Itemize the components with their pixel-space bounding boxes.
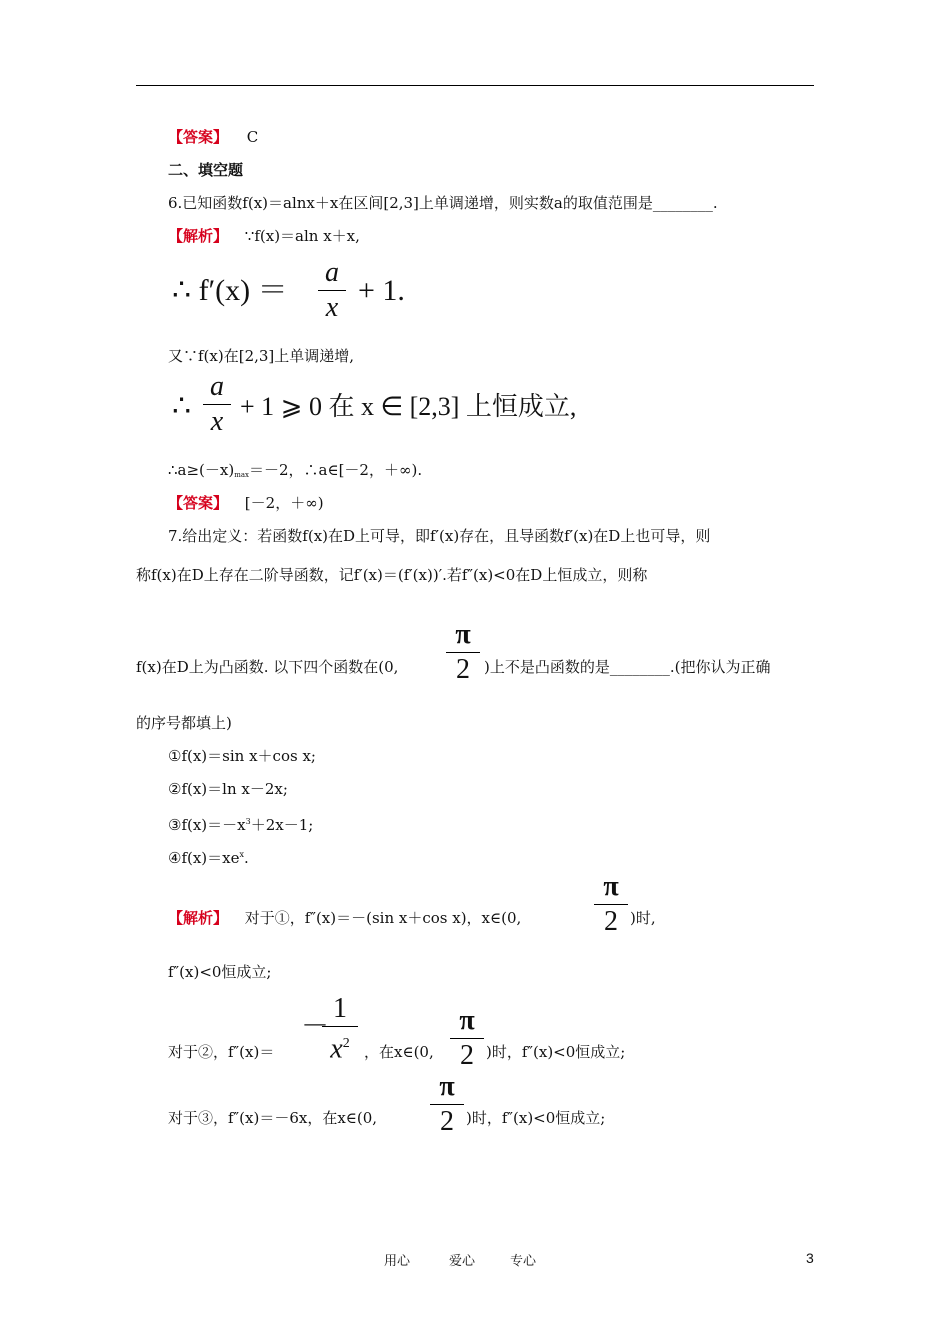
answer-label: 【答案】 <box>168 494 229 512</box>
question-7-line-3a: f(x)在D上为凸函数. 以下四个函数在(0, <box>136 658 399 676</box>
footer-text-3: 专心 <box>510 1254 537 1269</box>
fraction-denominator <box>322 1029 358 1064</box>
question-7-line-2: 称f(x)在D上存在二阶导函数，记f′(x)＝(f′(x))′.若f″(x)<0在D上恒成立，则称 <box>136 566 648 584</box>
exp-superscript: x <box>239 850 245 859</box>
fraction-numerator: 1 <box>333 993 347 1024</box>
q6-monotone-line: 又∵f(x)在[2,3]上单调递增, <box>168 347 355 365</box>
answer-value: C <box>246 128 259 146</box>
derivative-lhs: ∴ f′(x) ＝ <box>172 274 288 307</box>
q7-analysis-line-2: f″(x)<0恒成立; <box>168 963 272 981</box>
answer-line <box>168 127 258 147</box>
max-subscript: max <box>234 471 249 479</box>
section-heading: 二、填空题 <box>168 161 244 179</box>
pi-symbol: π <box>439 1071 455 1102</box>
footer-text-2: 爱心 <box>449 1254 476 1269</box>
fraction-bar <box>446 652 480 653</box>
one-over-x-squared <box>322 994 358 1064</box>
q7-analysis-line-1 <box>168 908 521 928</box>
conclusion-part-a: ∴a≥(－x) <box>168 461 235 479</box>
cube-superscript: 3 <box>245 817 251 826</box>
analysis-part-a: 对于①，f″(x)＝－(sin x＋cos x)，x∈(0, <box>244 909 522 927</box>
derivative-fraction <box>318 258 346 323</box>
fraction-bar <box>203 404 231 405</box>
option-3-text: ③f(x)＝－x <box>168 816 246 834</box>
fraction-denominator: x <box>325 292 339 323</box>
analysis-text: ∵f(x)＝aln x＋x, <box>244 227 360 245</box>
q7-analysis-line-4b: )时，f″(x)<0恒成立; <box>466 1109 606 1127</box>
pi-over-2-fraction <box>446 620 480 685</box>
analysis-label: 【解析】 <box>168 909 229 927</box>
answer-label: 【答案】 <box>168 128 229 146</box>
minus-sign: － <box>301 1011 330 1042</box>
option-2: ②f(x)＝ln x－2x; <box>168 780 288 798</box>
fraction-numerator: a <box>325 257 339 288</box>
question-6-text: 6.已知函数f(x)＝alnx＋x在区间[2,3]上单调递增，则实数a的取值范围是________. <box>168 194 718 212</box>
pi-symbol: π <box>455 619 471 650</box>
header-rule <box>136 85 814 86</box>
q6-answer-line <box>168 493 324 513</box>
conclusion-part-b: ＝－2，∴a∈[－2，＋∞). <box>248 461 423 479</box>
footer-text-1: 用心 <box>384 1254 411 1269</box>
fraction-bar <box>322 1026 358 1027</box>
q7-analysis-line-4a: 对于③，f″(x)＝－6x，在x∈(0, <box>168 1109 378 1127</box>
page-number: 3 <box>806 1250 814 1266</box>
option-1: ①f(x)＝sin x＋cos x; <box>168 747 316 765</box>
question-7-line-1: 7.给出定义：若函数f(x)在D上可导，即f′(x)存在，且导函数f′(x)在D上也可导，则 <box>168 527 711 545</box>
option-3 <box>168 812 313 835</box>
fraction-denominator: x <box>210 406 224 437</box>
option-4 <box>168 845 249 868</box>
q7-analysis-line-3b: ，在x∈(0, <box>364 1043 434 1061</box>
two-digit: 2 <box>460 1040 474 1071</box>
q6-analysis-line <box>168 226 360 246</box>
q7-analysis-line-3c: )时，f″(x)<0恒成立; <box>486 1043 626 1061</box>
fraction-bar <box>318 290 346 291</box>
two-digit: 2 <box>440 1106 454 1137</box>
option-4-tail: . <box>244 849 249 867</box>
analysis-label: 【解析】 <box>168 227 229 245</box>
option-3-tail: ＋2x－1; <box>250 816 314 834</box>
q7-analysis-line-3a: 对于②，f″(x)＝ <box>168 1043 275 1061</box>
inequality-lhs: ∴ <box>172 390 192 423</box>
answer-value: [－2，＋∞) <box>244 494 324 512</box>
x-variable: x <box>330 1033 343 1065</box>
question-7-line-3b: )上不是凸函数的是________.(把你认为正确 <box>484 658 771 676</box>
two-digit: 2 <box>456 654 470 685</box>
square-superscript: 2 <box>342 1036 350 1051</box>
question-7-line-4: 的序号都填上) <box>136 714 232 732</box>
q6-conclusion-line <box>168 460 422 485</box>
fraction-numerator: a <box>210 371 224 402</box>
derivative-rhs: + 1. <box>358 274 405 307</box>
pi-symbol: π <box>603 871 619 902</box>
fraction-bar <box>430 1104 464 1105</box>
q7-analysis-line-1b: )时, <box>630 909 656 927</box>
inequality-fraction <box>203 372 231 437</box>
fraction-bar <box>594 904 628 905</box>
option-4-text: ④f(x)＝xe <box>168 849 240 867</box>
pi-symbol: π <box>459 1005 475 1036</box>
two-digit: 2 <box>604 906 618 937</box>
pi-over-2-fraction <box>450 1006 484 1071</box>
pi-over-2-fraction <box>594 872 628 937</box>
fraction-bar <box>450 1038 484 1039</box>
pi-over-2-fraction <box>430 1072 464 1137</box>
inequality-rhs: + 1 ⩾ 0 在 x ∈ [2,3] 上恒成立, <box>240 392 577 421</box>
